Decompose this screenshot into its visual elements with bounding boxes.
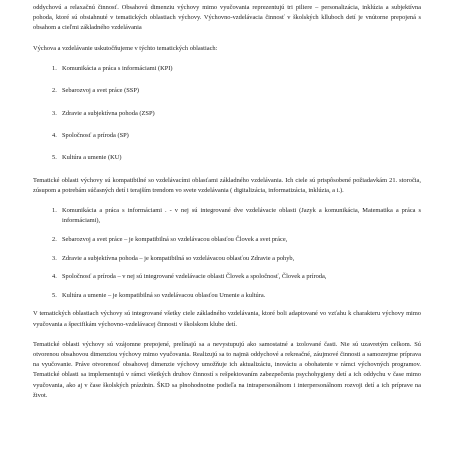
paragraph-goals: V tematických oblastiach výchovy sú integrované všetky ciele základného vzdelávania, ktoré boli adaptované vo vzťahu k charakteru výchovy mimo vyučovania a špecifikám výchovno-vzdelávacej činnosti v školskom klube detí. bbox=[33, 310, 421, 328]
list-item-text: Spoločnosť a príroda (SP) bbox=[62, 131, 129, 139]
list-item bbox=[33, 131, 421, 141]
list-item bbox=[33, 64, 421, 74]
spacer bbox=[33, 330, 421, 340]
list-item-text: Zdravie a subjektívna pohoda – je kompatibilná so vzdelávacou oblasťou Zdravie a pohyb, bbox=[62, 254, 295, 262]
list-item-text: Sebarozvoj a svet práce – je kompatibilná so vzdelávacou oblasťou Človek a svet práce, bbox=[62, 235, 288, 243]
paragraph-compatibility: Tematické oblasti výchovy sú kompatibilné so vzdelávacími oblasťami základného vzdelávania. Ich ciele sú prispôsobené požiadavkám 21. storočia, zúsupom a potrebám súčasných detí i terajším trendom vo svete vzdelávania ( digitalizácia, informatizácia, inklúzia, a i.). bbox=[33, 176, 421, 194]
list-number: 1. bbox=[52, 207, 57, 215]
list-number: 4. bbox=[52, 273, 57, 281]
list-number: 2. bbox=[52, 235, 57, 243]
areas-intro: Výchova a vzdelávanie uskutočňujeme v týchto tematických oblastiach: bbox=[33, 44, 218, 52]
list-number: 2. bbox=[52, 87, 57, 95]
list-item bbox=[33, 206, 421, 226]
list-item bbox=[33, 153, 421, 163]
list-item-text: Kultúra a umenie – je kompatibilná so vzdelávacou oblasťou Umenie a kultúra. bbox=[62, 291, 266, 299]
list-number: 3. bbox=[52, 109, 57, 117]
spacer bbox=[33, 54, 421, 64]
list-item-text: Sebarozvoj a svet práce (SSP) bbox=[62, 87, 140, 95]
list-item bbox=[33, 235, 421, 245]
list-number: 5. bbox=[52, 154, 57, 162]
list-item-text: Komunikácia a práca s informáciami . - v nej sú integrované dve vzdelávacie oblasti (Jazyk a komunikácia, Matematika a práca s informáciami), bbox=[62, 207, 421, 225]
list-item bbox=[33, 291, 421, 301]
list-number: 5. bbox=[52, 291, 57, 299]
list-item bbox=[33, 254, 421, 264]
list-item-text: Komunikácia a práca s informáciami (KPI) bbox=[62, 64, 173, 72]
list-number: 4. bbox=[52, 131, 57, 139]
spacer bbox=[33, 34, 421, 44]
list-number: 3. bbox=[52, 254, 57, 262]
list-item-text: Spoločnosť a príroda – v nej sú integrované vzdelávacie oblasti Človek a spoločnosť, Človek a príroda, bbox=[62, 273, 327, 281]
list-item bbox=[33, 86, 421, 96]
document-page bbox=[33, 3, 421, 401]
thematic-areas-list bbox=[33, 64, 421, 164]
spacer bbox=[33, 196, 421, 206]
paragraph-final: Tematické oblasti výchovy sú vzájomne prepojené, prelínajú sa a nevystupujú ako samostatné a izolované časti. Nie sú uzavretým celkom. Sú otvorenou obsahovou dimenziou výchovy mimo vyučovania. Realizujú sa to najmä oddychové a rekreačné, záujmové činnosti a samozrejme príprava na vyučovanie. Práve otvorenosť obsahovej dimenzie výchovy umožňuje ich aktualizáciu, inováciu a obohatenie v rámci výchovných programov. Tematické oblasti sa implementujú v rámci všetkých druhov činností s rešpektovaním zabezpečenia psychohygieny detí a ich oddychu v čase mimo vyučovania, ako aj v čase školských prázdnin. ŠKD sa plnohodnotne podieľa na intrapersonálnom i interpersonálnom rozvoji detí a ich príprave na život. bbox=[33, 340, 421, 399]
list-item bbox=[33, 272, 421, 282]
integration-list bbox=[33, 206, 421, 301]
list-item-text: Zdravie a subjektívna pohoda (ZSP) bbox=[62, 109, 155, 117]
list-item bbox=[33, 109, 421, 119]
list-number: 1. bbox=[52, 64, 57, 72]
paragraph-top: oddychovú a relaxačnú činnosť. Obsahovú dimenziu výchovy mimo vyučovania reprezentujú tri piliere – personalizácia, inklúzia a subjektívna pohoda, ktoré sú obsiahnuté v tematických oblastiach výchovy. Výchovno-vzdelávacia činnosť v školských klluboch detí je vnútorne prepojená s obsahom a cieľmi základného vzdelávania bbox=[33, 4, 421, 32]
list-item-text: Kultúra a umenie (KU) bbox=[62, 154, 122, 162]
